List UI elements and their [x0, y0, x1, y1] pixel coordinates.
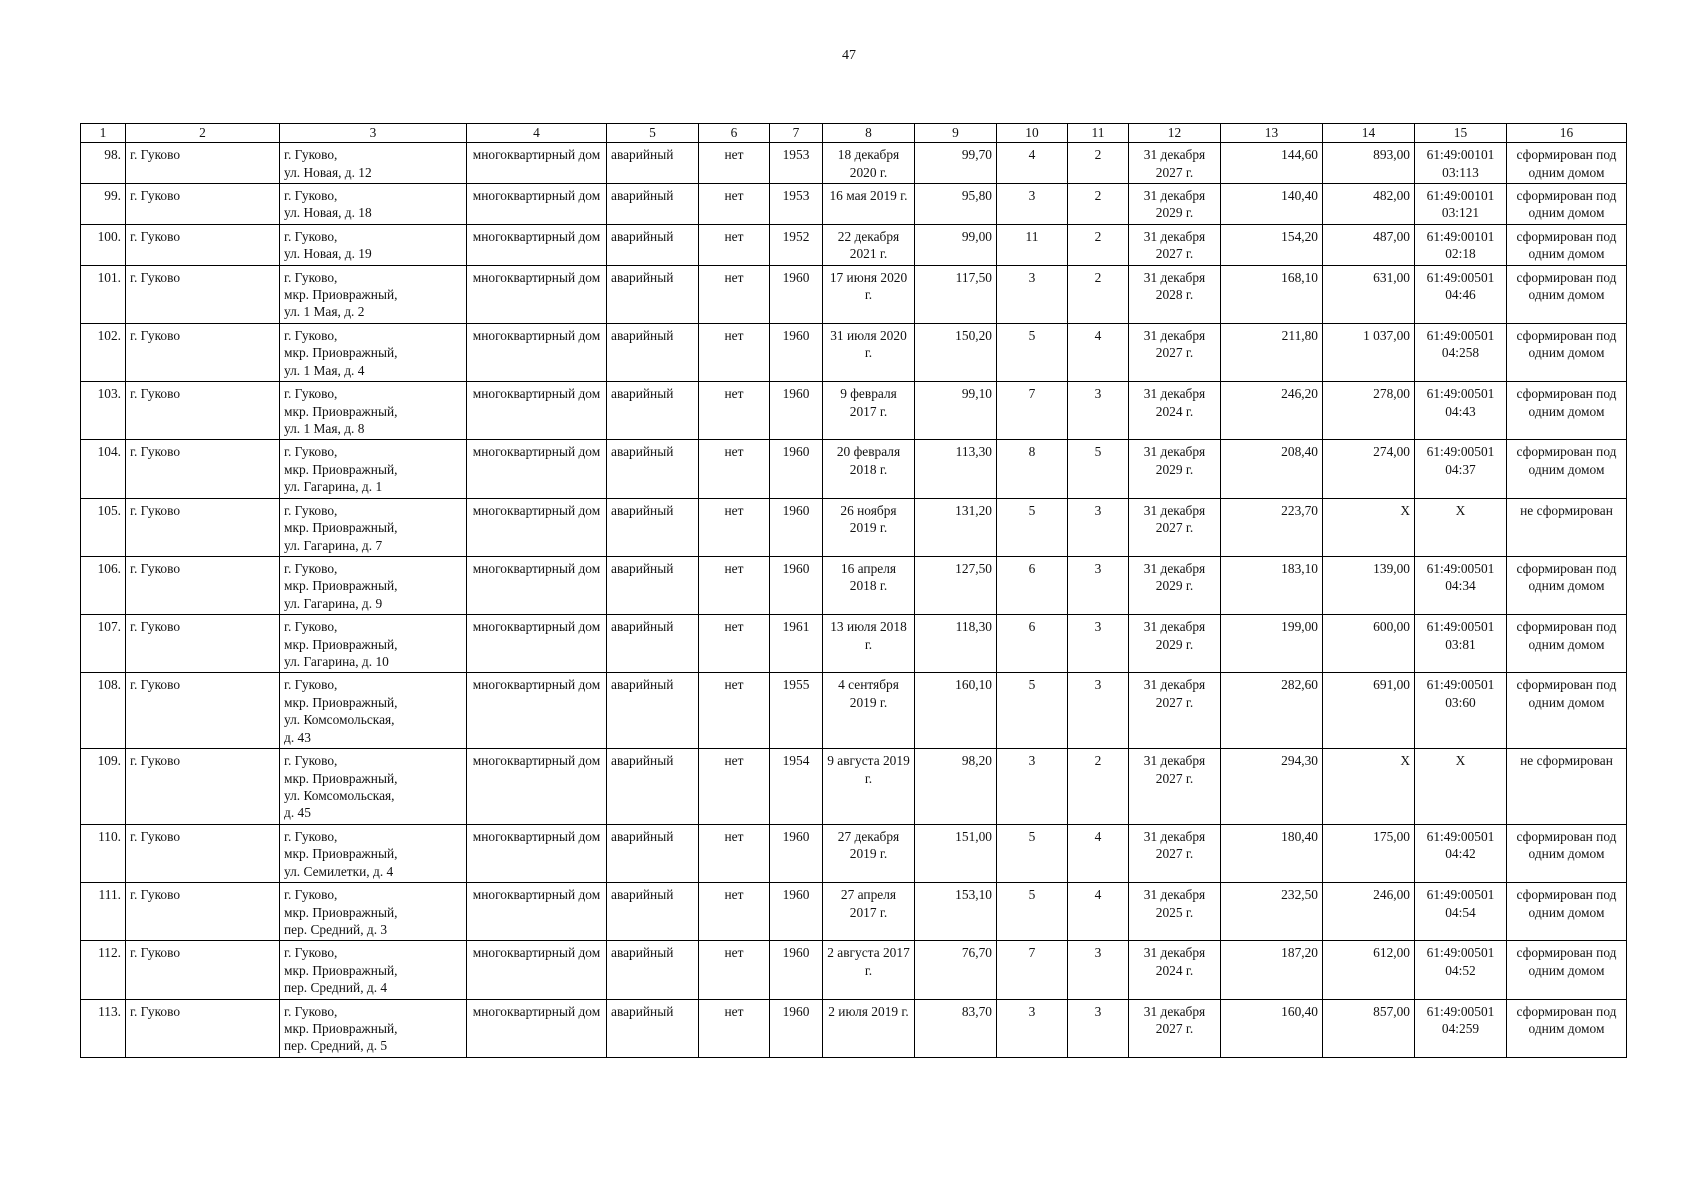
- deadline-cell: 31 декабря 2024 г.: [1129, 941, 1221, 999]
- deadline-cell: 31 декабря 2029 г.: [1129, 440, 1221, 498]
- area-cell: 117,50: [915, 265, 997, 323]
- land-area-cell: Х: [1323, 498, 1415, 556]
- recognition-date-cell: 9 августа 2019 г.: [823, 749, 915, 825]
- city-cell: г. Гуково: [126, 673, 280, 749]
- column-header: 7: [770, 124, 823, 143]
- value-cell: 183,10: [1221, 556, 1323, 614]
- land-area-cell: 139,00: [1323, 556, 1415, 614]
- recognition-date-cell: 16 апреля 2018 г.: [823, 556, 915, 614]
- year-built-cell: 1960: [770, 883, 823, 941]
- land-status-cell: сформирован под одним домом: [1507, 440, 1627, 498]
- column-header: 9: [915, 124, 997, 143]
- land-status-cell: сформирован под одним домом: [1507, 999, 1627, 1057]
- land-area-cell: 631,00: [1323, 265, 1415, 323]
- row-number: 105.: [81, 498, 126, 556]
- table-row: [81, 382, 1627, 440]
- recognition-date-cell: 17 июня 2020 г.: [823, 265, 915, 323]
- deadline-cell: 31 декабря 2027 г.: [1129, 323, 1221, 381]
- row-number: 112.: [81, 941, 126, 999]
- column-header: 14: [1323, 124, 1415, 143]
- condition-cell: аварийный: [607, 498, 699, 556]
- flag-cell: нет: [699, 615, 770, 673]
- count-cell: 5: [1068, 440, 1129, 498]
- page-number: 47: [842, 48, 856, 63]
- count-cell: 3: [1068, 556, 1129, 614]
- column-header: 3: [280, 124, 467, 143]
- row-number: 99.: [81, 183, 126, 224]
- land-status-cell: сформирован под одним домом: [1507, 224, 1627, 265]
- count-cell: 4: [1068, 323, 1129, 381]
- city-cell: г. Гуково: [126, 556, 280, 614]
- land-area-cell: 691,00: [1323, 673, 1415, 749]
- city-cell: г. Гуково: [126, 615, 280, 673]
- row-number: 101.: [81, 265, 126, 323]
- recognition-date-cell: 18 декабря 2020 г.: [823, 143, 915, 184]
- deadline-cell: 31 декабря 2027 г.: [1129, 749, 1221, 825]
- area-cell: 95,80: [915, 183, 997, 224]
- condition-cell: аварийный: [607, 673, 699, 749]
- condition-cell: аварийный: [607, 556, 699, 614]
- count-cell: 3: [1068, 999, 1129, 1057]
- deadline-cell: 31 декабря 2027 г.: [1129, 673, 1221, 749]
- column-header: 2: [126, 124, 280, 143]
- row-number: 108.: [81, 673, 126, 749]
- city-cell: г. Гуково: [126, 440, 280, 498]
- city-cell: г. Гуково: [126, 498, 280, 556]
- land-status-cell: сформирован под одним домом: [1507, 941, 1627, 999]
- building-type-cell: многоквартирный дом: [467, 615, 607, 673]
- deadline-cell: 31 декабря 2029 г.: [1129, 183, 1221, 224]
- recognition-date-cell: 22 декабря 2021 г.: [823, 224, 915, 265]
- area-cell: 150,20: [915, 323, 997, 381]
- condition-cell: аварийный: [607, 382, 699, 440]
- flag-cell: нет: [699, 143, 770, 184]
- building-type-cell: многоквартирный дом: [467, 941, 607, 999]
- building-type-cell: многоквартирный дом: [467, 883, 607, 941]
- value-cell: 223,70: [1221, 498, 1323, 556]
- address-cell: г. Гуково, мкр. Приовражный, ул. Семилетки, д. 4: [280, 824, 467, 882]
- column-header: 6: [699, 124, 770, 143]
- residents-cell: 4: [997, 143, 1068, 184]
- row-number: 102.: [81, 323, 126, 381]
- row-number: 111.: [81, 883, 126, 941]
- residents-cell: 3: [997, 749, 1068, 825]
- cadastral-number-cell: 61:49:00501 04:46: [1415, 265, 1507, 323]
- table-row: [81, 440, 1627, 498]
- housing-register-table: [80, 123, 1627, 1058]
- city-cell: г. Гуково: [126, 883, 280, 941]
- value-cell: 140,40: [1221, 183, 1323, 224]
- value-cell: 168,10: [1221, 265, 1323, 323]
- land-status-cell: сформирован под одним домом: [1507, 883, 1627, 941]
- land-area-cell: 175,00: [1323, 824, 1415, 882]
- residents-cell: 5: [997, 323, 1068, 381]
- land-area-cell: 857,00: [1323, 999, 1415, 1057]
- residents-cell: 7: [997, 941, 1068, 999]
- address-cell: г. Гуково, мкр. Приовражный, пер. Средний, д. 5: [280, 999, 467, 1057]
- cadastral-number-cell: 61:49:00501 04:42: [1415, 824, 1507, 882]
- building-type-cell: многоквартирный дом: [467, 556, 607, 614]
- year-built-cell: 1960: [770, 999, 823, 1057]
- recognition-date-cell: 2 августа 2017 г.: [823, 941, 915, 999]
- value-cell: 180,40: [1221, 824, 1323, 882]
- row-number: 110.: [81, 824, 126, 882]
- row-number: 98.: [81, 143, 126, 184]
- year-built-cell: 1960: [770, 382, 823, 440]
- land-status-cell: сформирован под одним домом: [1507, 143, 1627, 184]
- year-built-cell: 1960: [770, 323, 823, 381]
- year-built-cell: 1960: [770, 941, 823, 999]
- recognition-date-cell: 27 апреля 2017 г.: [823, 883, 915, 941]
- table-row: [81, 323, 1627, 381]
- count-cell: 2: [1068, 183, 1129, 224]
- year-built-cell: 1960: [770, 824, 823, 882]
- city-cell: г. Гуково: [126, 265, 280, 323]
- address-cell: г. Гуково, ул. Новая, д. 18: [280, 183, 467, 224]
- area-cell: 160,10: [915, 673, 997, 749]
- deadline-cell: 31 декабря 2029 г.: [1129, 615, 1221, 673]
- land-area-cell: 482,00: [1323, 183, 1415, 224]
- building-type-cell: многоквартирный дом: [467, 323, 607, 381]
- land-status-cell: сформирован под одним домом: [1507, 183, 1627, 224]
- row-number: 103.: [81, 382, 126, 440]
- cadastral-number-cell: 61:49:00501 04:43: [1415, 382, 1507, 440]
- land-status-cell: сформирован под одним домом: [1507, 615, 1627, 673]
- land-status-cell: сформирован под одним домом: [1507, 323, 1627, 381]
- count-cell: 3: [1068, 498, 1129, 556]
- condition-cell: аварийный: [607, 999, 699, 1057]
- recognition-date-cell: 2 июля 2019 г.: [823, 999, 915, 1057]
- value-cell: 246,20: [1221, 382, 1323, 440]
- recognition-date-cell: 9 февраля 2017 г.: [823, 382, 915, 440]
- land-status-cell: не сформирован: [1507, 749, 1627, 825]
- address-cell: г. Гуково, мкр. Приовражный, ул. Гагарина, д. 10: [280, 615, 467, 673]
- year-built-cell: 1960: [770, 556, 823, 614]
- land-area-cell: 612,00: [1323, 941, 1415, 999]
- table-row: [81, 824, 1627, 882]
- address-cell: г. Гуково, ул. Новая, д. 19: [280, 224, 467, 265]
- address-cell: г. Гуково, мкр. Приовражный, пер. Средний, д. 3: [280, 883, 467, 941]
- cadastral-number-cell: 61:49:00501 04:259: [1415, 999, 1507, 1057]
- column-header: 10: [997, 124, 1068, 143]
- year-built-cell: 1955: [770, 673, 823, 749]
- count-cell: 4: [1068, 883, 1129, 941]
- flag-cell: нет: [699, 265, 770, 323]
- condition-cell: аварийный: [607, 265, 699, 323]
- cadastral-number-cell: 61:49:00501 03:81: [1415, 615, 1507, 673]
- table-row: [81, 224, 1627, 265]
- recognition-date-cell: 4 сентября 2019 г.: [823, 673, 915, 749]
- column-header: 1: [81, 124, 126, 143]
- row-number: 104.: [81, 440, 126, 498]
- flag-cell: нет: [699, 673, 770, 749]
- city-cell: г. Гуково: [126, 224, 280, 265]
- land-status-cell: сформирован под одним домом: [1507, 673, 1627, 749]
- column-header: 8: [823, 124, 915, 143]
- year-built-cell: 1960: [770, 265, 823, 323]
- value-cell: 294,30: [1221, 749, 1323, 825]
- residents-cell: 7: [997, 382, 1068, 440]
- table-row: [81, 498, 1627, 556]
- address-cell: г. Гуково, мкр. Приовражный, ул. Комсомольская, д. 45: [280, 749, 467, 825]
- cadastral-number-cell: 61:49:00501 04:54: [1415, 883, 1507, 941]
- address-cell: г. Гуково, мкр. Приовражный, ул. 1 Мая, д. 4: [280, 323, 467, 381]
- city-cell: г. Гуково: [126, 323, 280, 381]
- column-header: 13: [1221, 124, 1323, 143]
- cadastral-number-cell: 61:49:00101 03:113: [1415, 143, 1507, 184]
- table-row: [81, 143, 1627, 184]
- flag-cell: нет: [699, 883, 770, 941]
- deadline-cell: 31 декабря 2024 г.: [1129, 382, 1221, 440]
- area-cell: 99,00: [915, 224, 997, 265]
- address-cell: г. Гуково, мкр. Приовражный, ул. Гагарина, д. 7: [280, 498, 467, 556]
- value-cell: 160,40: [1221, 999, 1323, 1057]
- cadastral-number-cell: 61:49:00501 03:60: [1415, 673, 1507, 749]
- flag-cell: нет: [699, 440, 770, 498]
- column-header: 15: [1415, 124, 1507, 143]
- building-type-cell: многоквартирный дом: [467, 673, 607, 749]
- building-type-cell: многоквартирный дом: [467, 143, 607, 184]
- building-type-cell: многоквартирный дом: [467, 265, 607, 323]
- column-header: 16: [1507, 124, 1627, 143]
- city-cell: г. Гуково: [126, 143, 280, 184]
- deadline-cell: 31 декабря 2025 г.: [1129, 883, 1221, 941]
- land-area-cell: 1 037,00: [1323, 323, 1415, 381]
- cadastral-number-cell: 61:49:00501 04:34: [1415, 556, 1507, 614]
- residents-cell: 5: [997, 883, 1068, 941]
- table-row: [81, 265, 1627, 323]
- flag-cell: нет: [699, 183, 770, 224]
- city-cell: г. Гуково: [126, 824, 280, 882]
- residents-cell: 3: [997, 999, 1068, 1057]
- deadline-cell: 31 декабря 2028 г.: [1129, 265, 1221, 323]
- area-cell: 153,10: [915, 883, 997, 941]
- condition-cell: аварийный: [607, 143, 699, 184]
- table-row: [81, 183, 1627, 224]
- land-status-cell: сформирован под одним домом: [1507, 556, 1627, 614]
- building-type-cell: многоквартирный дом: [467, 498, 607, 556]
- building-type-cell: многоквартирный дом: [467, 824, 607, 882]
- cadastral-number-cell: 61:49:00101 02:18: [1415, 224, 1507, 265]
- table-row: [81, 615, 1627, 673]
- residents-cell: 3: [997, 183, 1068, 224]
- condition-cell: аварийный: [607, 440, 699, 498]
- flag-cell: нет: [699, 824, 770, 882]
- address-cell: г. Гуково, мкр. Приовражный, ул. Гагарина, д. 1: [280, 440, 467, 498]
- area-cell: 118,30: [915, 615, 997, 673]
- column-header: 11: [1068, 124, 1129, 143]
- deadline-cell: 31 декабря 2027 г.: [1129, 824, 1221, 882]
- flag-cell: нет: [699, 999, 770, 1057]
- year-built-cell: 1960: [770, 498, 823, 556]
- flag-cell: нет: [699, 323, 770, 381]
- row-number: 106.: [81, 556, 126, 614]
- address-cell: г. Гуково, мкр. Приовражный, ул. Гагарина, д. 9: [280, 556, 467, 614]
- value-cell: 144,60: [1221, 143, 1323, 184]
- value-cell: 154,20: [1221, 224, 1323, 265]
- building-type-cell: многоквартирный дом: [467, 183, 607, 224]
- year-built-cell: 1961: [770, 615, 823, 673]
- area-cell: 113,30: [915, 440, 997, 498]
- land-area-cell: 246,00: [1323, 883, 1415, 941]
- year-built-cell: 1952: [770, 224, 823, 265]
- land-area-cell: Х: [1323, 749, 1415, 825]
- land-area-cell: 487,00: [1323, 224, 1415, 265]
- land-area-cell: 893,00: [1323, 143, 1415, 184]
- column-number-header: [81, 124, 1627, 143]
- address-cell: г. Гуково, мкр. Приовражный, ул. Комсомольская, д. 43: [280, 673, 467, 749]
- residents-cell: 6: [997, 556, 1068, 614]
- count-cell: 2: [1068, 749, 1129, 825]
- flag-cell: нет: [699, 556, 770, 614]
- year-built-cell: 1953: [770, 143, 823, 184]
- cadastral-number-cell: Х: [1415, 749, 1507, 825]
- condition-cell: аварийный: [607, 615, 699, 673]
- cadastral-number-cell: 61:49:00501 04:37: [1415, 440, 1507, 498]
- area-cell: 151,00: [915, 824, 997, 882]
- deadline-cell: 31 декабря 2029 г.: [1129, 556, 1221, 614]
- recognition-date-cell: 13 июля 2018 г.: [823, 615, 915, 673]
- residents-cell: 11: [997, 224, 1068, 265]
- table-body: [81, 143, 1627, 1058]
- city-cell: г. Гуково: [126, 382, 280, 440]
- count-cell: 2: [1068, 265, 1129, 323]
- address-cell: г. Гуково, мкр. Приовражный, пер. Средний, д. 4: [280, 941, 467, 999]
- building-type-cell: многоквартирный дом: [467, 440, 607, 498]
- value-cell: 208,40: [1221, 440, 1323, 498]
- count-cell: 2: [1068, 143, 1129, 184]
- land-status-cell: сформирован под одним домом: [1507, 824, 1627, 882]
- building-type-cell: многоквартирный дом: [467, 999, 607, 1057]
- residents-cell: 8: [997, 440, 1068, 498]
- recognition-date-cell: 16 мая 2019 г.: [823, 183, 915, 224]
- recognition-date-cell: 27 декабря 2019 г.: [823, 824, 915, 882]
- address-cell: г. Гуково, ул. Новая, д. 12: [280, 143, 467, 184]
- land-area-cell: 600,00: [1323, 615, 1415, 673]
- row-number: 113.: [81, 999, 126, 1057]
- column-header: 12: [1129, 124, 1221, 143]
- value-cell: 199,00: [1221, 615, 1323, 673]
- column-header: 5: [607, 124, 699, 143]
- value-cell: 187,20: [1221, 941, 1323, 999]
- count-cell: 4: [1068, 824, 1129, 882]
- year-built-cell: 1960: [770, 440, 823, 498]
- table-row: [81, 556, 1627, 614]
- condition-cell: аварийный: [607, 183, 699, 224]
- table-row: [81, 673, 1627, 749]
- value-cell: 282,60: [1221, 673, 1323, 749]
- city-cell: г. Гуково: [126, 999, 280, 1057]
- deadline-cell: 31 декабря 2027 г.: [1129, 498, 1221, 556]
- land-status-cell: не сформирован: [1507, 498, 1627, 556]
- column-header: 4: [467, 124, 607, 143]
- cadastral-number-cell: 61:49:00501 04:258: [1415, 323, 1507, 381]
- deadline-cell: 31 декабря 2027 г.: [1129, 143, 1221, 184]
- count-cell: 3: [1068, 382, 1129, 440]
- area-cell: 127,50: [915, 556, 997, 614]
- area-cell: 83,70: [915, 999, 997, 1057]
- area-cell: 98,20: [915, 749, 997, 825]
- building-type-cell: многоквартирный дом: [467, 382, 607, 440]
- residents-cell: 5: [997, 673, 1068, 749]
- land-area-cell: 274,00: [1323, 440, 1415, 498]
- area-cell: 99,70: [915, 143, 997, 184]
- land-status-cell: сформирован под одним домом: [1507, 382, 1627, 440]
- address-cell: г. Гуково, мкр. Приовражный, ул. 1 Мая, д. 2: [280, 265, 467, 323]
- residents-cell: 5: [997, 498, 1068, 556]
- table-row: [81, 999, 1627, 1057]
- table-row: [81, 883, 1627, 941]
- condition-cell: аварийный: [607, 941, 699, 999]
- address-cell: г. Гуково, мкр. Приовражный, ул. 1 Мая, д. 8: [280, 382, 467, 440]
- cadastral-number-cell: 61:49:00101 03:121: [1415, 183, 1507, 224]
- row-number: 109.: [81, 749, 126, 825]
- cadastral-number-cell: 61:49:00501 04:52: [1415, 941, 1507, 999]
- year-built-cell: 1953: [770, 183, 823, 224]
- table-row: [81, 749, 1627, 825]
- city-cell: г. Гуково: [126, 749, 280, 825]
- count-cell: 3: [1068, 615, 1129, 673]
- table-row: [81, 941, 1627, 999]
- recognition-date-cell: 26 ноября 2019 г.: [823, 498, 915, 556]
- value-cell: 211,80: [1221, 323, 1323, 381]
- building-type-cell: многоквартирный дом: [467, 749, 607, 825]
- city-cell: г. Гуково: [126, 183, 280, 224]
- deadline-cell: 31 декабря 2027 г.: [1129, 999, 1221, 1057]
- row-number: 107.: [81, 615, 126, 673]
- condition-cell: аварийный: [607, 323, 699, 381]
- area-cell: 76,70: [915, 941, 997, 999]
- condition-cell: аварийный: [607, 224, 699, 265]
- condition-cell: аварийный: [607, 824, 699, 882]
- city-cell: г. Гуково: [126, 941, 280, 999]
- flag-cell: нет: [699, 941, 770, 999]
- count-cell: 2: [1068, 224, 1129, 265]
- area-cell: 99,10: [915, 382, 997, 440]
- flag-cell: нет: [699, 749, 770, 825]
- recognition-date-cell: 20 февраля 2018 г.: [823, 440, 915, 498]
- cadastral-number-cell: Х: [1415, 498, 1507, 556]
- deadline-cell: 31 декабря 2027 г.: [1129, 224, 1221, 265]
- area-cell: 131,20: [915, 498, 997, 556]
- condition-cell: аварийный: [607, 883, 699, 941]
- row-number: 100.: [81, 224, 126, 265]
- land-status-cell: сформирован под одним домом: [1507, 265, 1627, 323]
- count-cell: 3: [1068, 673, 1129, 749]
- flag-cell: нет: [699, 498, 770, 556]
- flag-cell: нет: [699, 382, 770, 440]
- recognition-date-cell: 31 июля 2020 г.: [823, 323, 915, 381]
- count-cell: 3: [1068, 941, 1129, 999]
- residents-cell: 5: [997, 824, 1068, 882]
- condition-cell: аварийный: [607, 749, 699, 825]
- flag-cell: нет: [699, 224, 770, 265]
- land-area-cell: 278,00: [1323, 382, 1415, 440]
- value-cell: 232,50: [1221, 883, 1323, 941]
- building-type-cell: многоквартирный дом: [467, 224, 607, 265]
- residents-cell: 6: [997, 615, 1068, 673]
- year-built-cell: 1954: [770, 749, 823, 825]
- residents-cell: 3: [997, 265, 1068, 323]
